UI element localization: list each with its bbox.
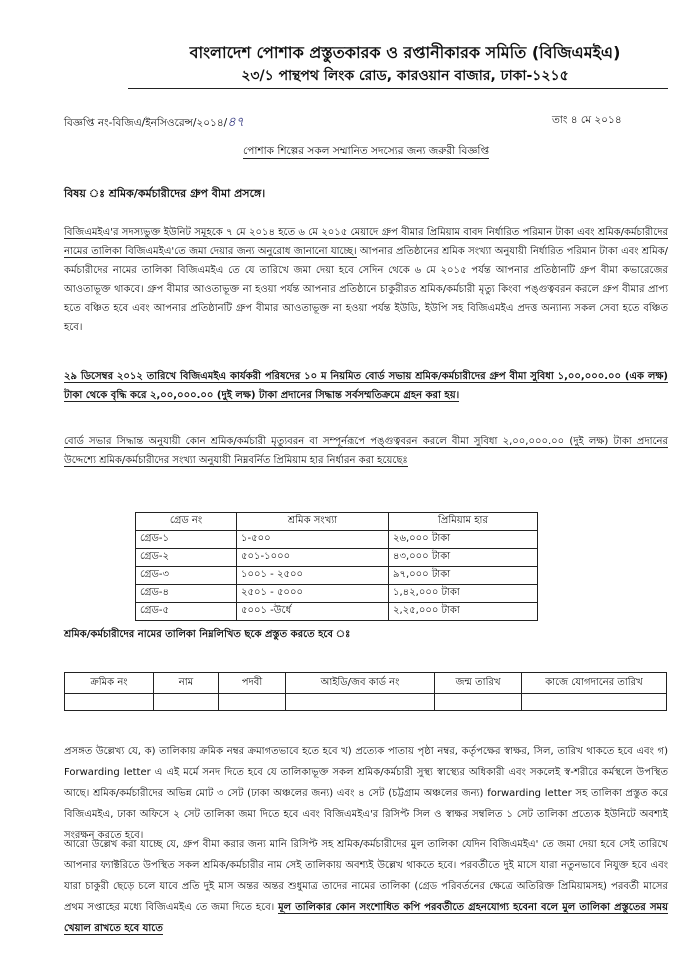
grade-cell: গ্রেড-৫ — [136, 603, 237, 621]
table-row — [136, 531, 538, 549]
empty-cell — [286, 694, 435, 711]
premium-cell: ৯৭,০০০ টাকা — [389, 567, 538, 585]
table-row — [136, 549, 538, 567]
list-header-joining-date: কাজে যোগদানের তারিখ — [522, 673, 667, 694]
table-row — [136, 585, 538, 603]
reference-label: বিজ্ঞপ্তি নং-বিজিএ/ইনসিওরেন্স/২০১৪/ — [64, 117, 228, 129]
table-row — [136, 567, 538, 585]
notice-title-text: পোশাক শিল্পের সকল সম্মানিত সদস্যের জন্য জরুরী বিজ্ঞপ্তি — [242, 145, 490, 157]
empty-cell — [522, 694, 667, 711]
subject-line: বিষয় ঃ শ্রমিক/কর্মচারীদের গ্রুপ বীমা প্রসঙ্গে। — [64, 187, 266, 200]
table-row — [136, 603, 538, 621]
paragraph-1-rest: আপনার প্রতিষ্ঠানের শ্রমিক সংখ্যা অনুযায়ী নির্ধারিত পরিমান টাকা এবং শ্রমিক/কর্মচারীদের নামের তালিকা বিজিএমইএ তে যে তারিখে জমা দেয়া হবে সেদিন থেকে ৬ মে ২০১৫ পর্যন্ত আপনার প্রতিষ্ঠানটি গ্রুপ বীমা কভারেজের আওতাভূক্ত থাকবে। গ্রুপ বীমার আওতাভূক্ত না হওয়া পর্যন্ত আপনার প্রতিষ্ঠানে চাকুরীরত শ্রমিক/কর্মচারী মৃত্যু কিংবা পঙ্গুত্ববরন করলে গ্রুপ বীমার প্রাপ্য হতে বঞ্চিত হবে এবং আপনার প্রতিষ্ঠানটি গ্রুপ বীমার আওতাভূক্ত না হওয়া পর্যন্ত ইউডি, ইউপি সহ বিজিএমইএ প্রদত্ত অন্যান্য সকল সেবা হতে বঞ্চিত হবে। — [64, 246, 668, 333]
paragraph-2 — [64, 367, 668, 405]
grade-cell: গ্রেড-১ — [136, 531, 237, 549]
paragraph-2-text: ২৯ ডিসেম্বর ২০১২ তারিখে বিজিএমইএ কার্যকরী পরিষদের ১০ ম নিয়মিত বোর্ড সভায় শ্রমিক/কর্মচারীদের গ্রুপ বীমা সুবিধা ১,০০,০০০.০০ (এক লক্ষ) টাকা থেকে বৃদ্ধি করে ২,০০,০০০.০০ (দুই লক্ষ) টাকা প্রদানের সিদ্ধান্ত সর্বসম্মতিক্রমে গ্রহন করা হয়। — [64, 371, 668, 401]
reference-number — [64, 113, 244, 134]
empty-cell — [219, 694, 286, 711]
handwritten-number: ৪৭ — [227, 115, 245, 130]
paragraph-3-text: বোর্ড সভার সিদ্ধান্ত অনুযায়ী কোন শ্রমিক/কর্মচারী মৃত্যুবরন বা সম্পূর্নরূপে পঙ্গুত্ববরন করলে বীমা সুবিধা ২,০০,০০০.০০ (দুই লক্ষ) টাকা প্রদানের উদ্দেশ্যে শ্রমিক/কর্মচারীদের সংখ্যা অনুযায়ী নিম্নবর্নিত প্রিমিয়াম হার নির্ধারন করা হয়েছেঃ — [64, 436, 668, 466]
worker-list-format-table — [64, 672, 667, 711]
premium-cell: ২,২৫,০০০ টাকা — [389, 603, 538, 621]
paragraph-4: শ্রমিক/কর্মচারীদের নামের তালিকা নিম্নলিখিত ছকে প্রস্তুত করতে হবে ঃ — [64, 629, 351, 640]
premium-cell: ২৬,০০০ টাকা — [389, 531, 538, 549]
workers-cell: ১-৫০০ — [237, 531, 389, 549]
table-row — [65, 694, 667, 711]
workers-cell: ৫০১-১০০০ — [237, 549, 389, 567]
list-header-name: নাম — [154, 673, 219, 694]
notice-title — [64, 144, 668, 161]
empty-cell — [154, 694, 219, 711]
premium-cell: ১,৪২,০০০ টাকা — [389, 585, 538, 603]
list-header-designation: পদবী — [219, 673, 286, 694]
paragraph-6 — [64, 834, 668, 939]
grade-cell: গ্রেড-৪ — [136, 585, 237, 603]
premium-cell: ৪৩,০০০ টাকা — [389, 549, 538, 567]
paragraph-1-underlined: বিজিএমইএ'র সদস্যভুক্ত ইউনিট সমূহকে ৭ মে ২০১৪ হতে ৬ মে ২০১৫ মেয়াদে গ্রুপ বীমার প্রিমিয়াম বাবদ নির্ধারিত পরিমান টাকা এবং শ্রমিক/কর্মচারীদের নামের তালিকা বিজিএমইএ'তে জমা দেয়ার জন্য অনুরোধ জানানো যাচ্ছে। — [64, 227, 668, 257]
paragraph-1 — [64, 223, 668, 337]
workers-cell: ২৫০১ - ৫০০০ — [237, 585, 389, 603]
premium-grade-table — [135, 512, 538, 621]
org-name: বাংলাদেশ পোশাক প্রস্তুতকারক ও রপ্তানীকারক সমিতি (বিজিএমইএ) — [189, 43, 621, 62]
workers-cell: ১০০১ - ২৫০০ — [237, 567, 389, 585]
workers-cell: ৫০০১ -উর্ধে — [237, 603, 389, 621]
header-divider — [128, 88, 668, 89]
paragraph-6-text: আরো উল্লেখ করা যাচ্ছে যে, গ্রুপ বীমা করার জন্য মানি রিসিপ্ট সহ শ্রমিক/কর্মচারীদের মুল তালিকা যেদিন বিজিএমইএ' তে জমা দেয়া হবে সেই তারিখে আপনার ফ্যাক্টরিতে উপস্থিত সকল শ্রমিক/কর্মচারীর নাম সেই তালিকায় অবশ্যই উল্লেখ থাকতে হবে। পরবর্তীতে দুই মাসে যারা নতুনভাবে নিযুক্ত হবে এবং যারা চাকুরী ছেড়ে চলে যাবে প্রতি দুই মাস অন্তর অন্তর শুধুমাত্র তাদের নামের তালিকা (গ্রেড পরিবর্তনের ক্ষেত্রে অতিরিক্ত প্রিমিয়ামসহ) পরবর্তী মাসের প্রথম সপ্তাহের মধ্যে বিজিএমইএ তে জমা দিতে হবে। — [64, 839, 668, 913]
org-address: ২৩/১ পান্থপথ লিংক রোড, কারওয়ান বাজার, ঢাকা-১২১৫ — [241, 68, 569, 84]
grade-table-header — [136, 513, 538, 531]
paragraph-3 — [64, 432, 668, 470]
list-header-id: আইডি/জব কার্ড নং — [286, 673, 435, 694]
grade-header-premium: প্রিমিয়াম হার — [389, 513, 538, 531]
grade-header-workers: শ্রমিক সংখ্যা — [237, 513, 389, 531]
list-table-header — [65, 673, 667, 694]
paragraph-6-emphasis: মূল তালিকার কোন সংশোধিত কপি পরবর্তীতে গ্রহনযোগ্য হবেনা বলে মুল তালিকা প্রস্তুতের সময় খেয়াল রাখতে হবে যাতে — [64, 902, 668, 934]
empty-cell — [65, 694, 154, 711]
list-header-dob: জন্ম তারিখ — [435, 673, 522, 694]
empty-cell — [435, 694, 522, 711]
paragraph-5: প্রসঙ্গত উল্লেখ্য যে, ক) তালিকায় ক্রমিক নম্বর ক্রমাগতভাবে হতে হবে খ) প্রত্যেক পাতায় পৃষ্ঠা নম্বর, কর্তৃপক্ষের স্বাক্ষর, সিল, তারিখ থাকতে হবে এবং গ) Forwarding letter এ এই মর্মে সনদ দিতে হবে যে তালিকাভূক্ত সকল শ্রমিক/কর্মচারী সুস্থ্য স্বাস্থ্যের অধিকারী এবং সকলেই স্ব-শরীরে কর্মস্থলে উপস্থিত আছে। শ্রমিক/কর্মচারীদের অভিন্ন মোট ৩ সেট (ঢাকা অঞ্চলের জন্য) এবং ৪ সেট (চট্টগ্রাম অঞ্চলের জন্য) forwarding letter সহ তালিকা প্রস্তুত করে বিজিএমইএ, ঢাকা অফিসে ২ সেট তালিকা জমা দিতে হবে এবং বিজিএমইএ'র রিসিপ্ট সিল ও স্বাক্ষর সম্বলিত ১ সেট তালিকা প্রত্যেক ইউনিটে অবশ্যই সংরক্ষন করতে হবে। — [64, 746, 668, 841]
grade-cell: গ্রেড-৩ — [136, 567, 237, 585]
list-header-serial: ক্রমিক নং — [65, 673, 154, 694]
notice-date: তাং ৪ মে ২০১৪ — [552, 114, 622, 126]
grade-header-grade: গ্রেড নং — [136, 513, 237, 531]
grade-cell: গ্রেড-২ — [136, 549, 237, 567]
